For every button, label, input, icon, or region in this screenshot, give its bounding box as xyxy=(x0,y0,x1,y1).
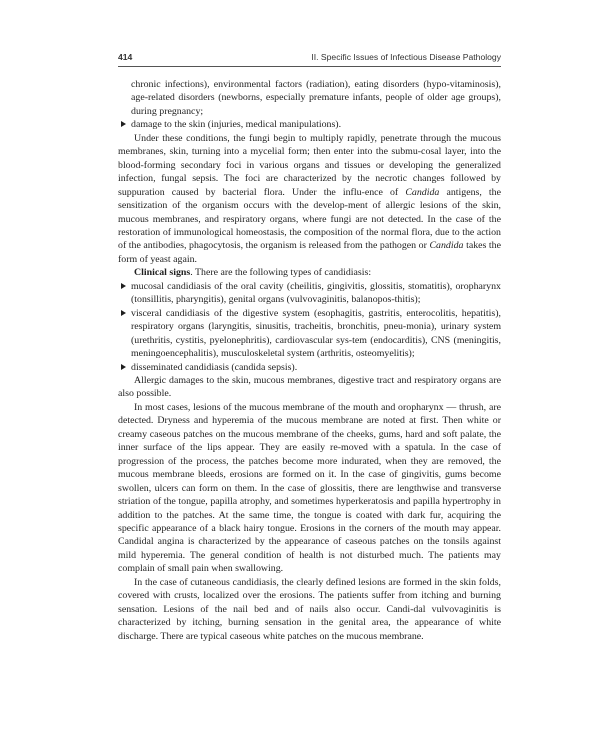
section-title: II. Specific Issues of Infectious Disease Pathology xyxy=(311,52,501,62)
list-item-text: disseminated candidiasis (candida sepsis). xyxy=(131,361,298,373)
triangle-bullet-icon xyxy=(121,364,126,370)
clinical-signs-intro xyxy=(118,266,501,279)
paragraph xyxy=(118,132,501,267)
triangle-bullet-icon xyxy=(121,283,126,289)
paragraph-text: Under these conditions, the fungi begin to multiply rapidly, penetrate through the mucous membranes, skin, turning into a mycelial form; then enter into the submu-cosal layer, into the blood-forming secondary foci in various organs and tissues or developing the generalized infection, fungal sepsis. The foci are characterized by the necrotic changes followed by suppuration caused by bacterial flora. Under the influ-ence of xyxy=(118,132,501,198)
list-item-continuation: chronic infections), environmental factors (radiation), eating disorders (hypo-vitaminosis), age-related disorders (newborns, especially premature infants, people of older age groups), during pregnancy; xyxy=(131,79,501,117)
list-item xyxy=(118,280,501,307)
paragraph: In most cases, lesions of the mucous membrane of the mouth and oropharynx — thrush, are detected. Dryness and hyperemia of the mucous membrane are noted at first. Then white or creamy caseous patches on the mucous membrane of the cheeks, gums, hard and soft palate, the inner surface of the lips appear. They are easily re-moved with a spatula. In the case of progression of the process, the patches become more indurated, when they are removed, the mucous membrane bleeds, erosions are formed on it. In the case of gingivitis, gums become swollen, ulcers can form on them. In the case of glossitis, there are lengthwise and transverse striation of the tongue, papilla atrophy, and sometimes hyperkeratosis and papilla hypertrophy in addition to the patches. At the same time, the tongue is coated with dark fur, acquiring the specific appearance of a black hairy tongue. Erosions in the corners of the mouth may appear. Candidal angina is characterized by the appearance of caseous patches on the tonsils against mild hyperemia. The general condition of health is not disturbed much. The patients may complain of small pain when swallowing. xyxy=(118,401,501,575)
page-body xyxy=(118,78,501,643)
paragraph-text: takes the form of yeast again. xyxy=(118,240,501,265)
list-item-text: visceral candidiasis of the digestive system (esophagitis, gastritis, enterocolitis, hepatitis), respiratory organs (laryngitis, sinusitis, tracheitis, bronchitis, pneu-monia), urinary system (urethritis, cystitis, pyelonephritis), cardiovascular sys-tem (endocarditis), CNS (meningitis, meningoencephalitis), musculoskeletal system (arthritis, osteomyelitis); xyxy=(131,307,501,360)
page-number: 414 xyxy=(118,52,133,62)
triangle-bullet-icon xyxy=(121,310,126,316)
clinical-signs-text: . There are the following types of candidiasis: xyxy=(190,267,372,279)
italic-term: Candida xyxy=(429,240,464,252)
header-rule xyxy=(118,66,501,67)
list-item-text: mucosal candidiasis of the oral cavity (cheilitis, gingivitis, glossitis, stomatitis), oropharynx (tonsillitis, pharyngitis), genital organs (vulvovaginitis, balanopos-thitis); xyxy=(131,280,501,306)
list-item xyxy=(118,361,501,374)
paragraph-text: antigens, the sensitization of the organism occurs with the develop-ment of allergic lesions of the skin, mucous membranes, and respiratory organs, where fungi are not detected. In the case of the restoration of immunological homeostasis, the composition of the normal flora, due to the action of the antibodies, phagocytosis, the organism is released from the pathogen or xyxy=(118,186,501,252)
italic-term: Candida xyxy=(405,186,440,198)
running-header xyxy=(118,52,501,66)
paragraph: In the case of cutaneous candidiasis, the clearly defined lesions are formed in the skin folds, covered with crusts, localized over the erosions. The patients suffer from itching and burning sensation. Lesions of the nail bed and of nails also occur. Candi-dal vulvovaginitis is characterized by itching, burning sensation in the genital area, the appearance of white discharge. There are typical caseous white patches on the mucous membrane. xyxy=(118,576,501,642)
clinical-signs-label: Clinical signs xyxy=(134,267,191,279)
list-item-text: damage to the skin (injuries, medical manipulations). xyxy=(131,119,342,131)
list-item xyxy=(118,307,501,361)
paragraph: Allergic damages to the skin, mucous membranes, digestive tract and respiratory organs are also possible. xyxy=(118,374,501,400)
list-item xyxy=(118,118,501,131)
triangle-bullet-icon xyxy=(121,121,126,127)
